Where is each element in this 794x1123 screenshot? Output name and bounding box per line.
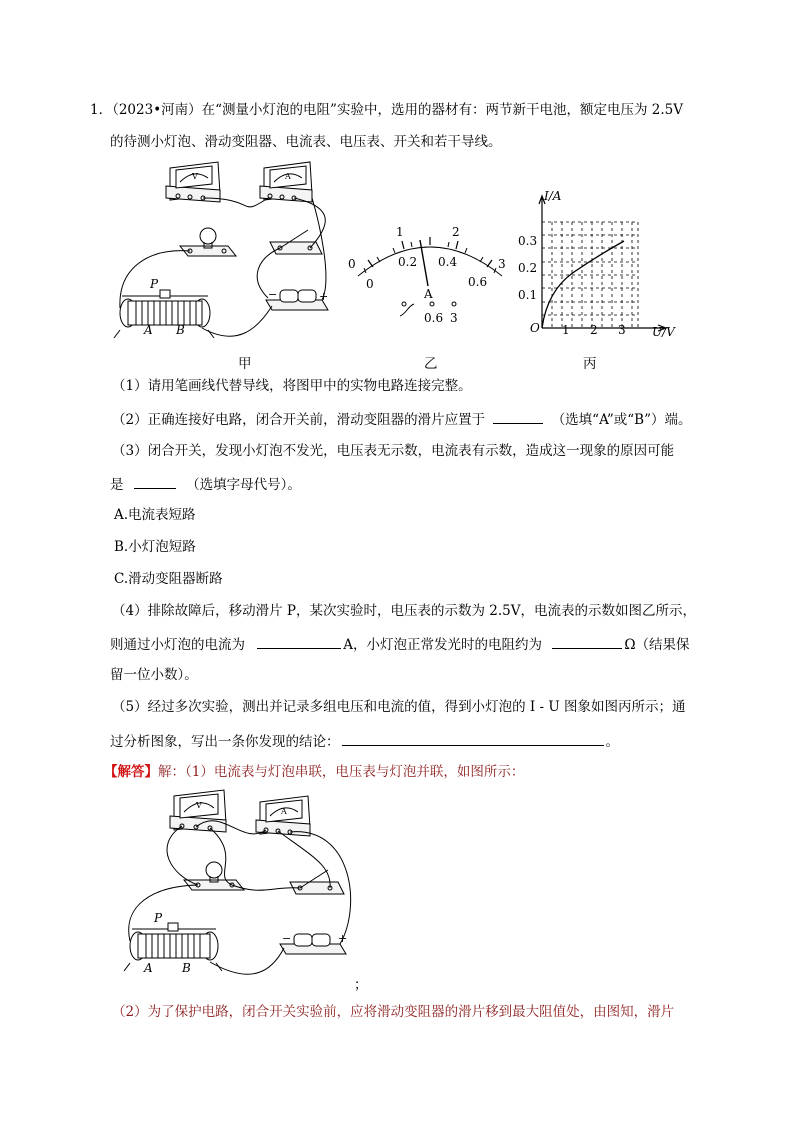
question-line-2: 的待测小灯泡、滑动变阻器、电流表、电压表、开关和若干导线。	[110, 134, 502, 150]
voltmeter-label: V	[192, 172, 198, 181]
q5-text-b1: 过分析图象，写出一条你发现的结论：	[110, 734, 340, 750]
answer-ammeter-label: A	[281, 807, 287, 816]
dial-outer-tick-2: 2	[452, 225, 460, 239]
answer-line-1	[104, 763, 524, 781]
graph-xtick-3: 3	[618, 323, 626, 337]
q3-line-b	[110, 474, 301, 494]
option-b: B.小灯泡短路	[114, 539, 196, 555]
q3-text-b1: 是	[110, 477, 124, 493]
ammeter-icon	[260, 162, 312, 202]
q1-text: （1）请用笔画线代替导线，将图甲中的实物电路连接完整。	[112, 378, 472, 394]
rheostat-b-label: B	[176, 323, 185, 337]
figure-jia-circuit	[108, 158, 340, 344]
option-c: C.滑动变阻器断路	[114, 571, 223, 587]
option-a: A.电流表短路	[114, 507, 196, 523]
x-axis	[542, 325, 666, 331]
answer-battery-plus-label: +	[338, 932, 348, 945]
rheostat-a-label: A	[144, 323, 153, 337]
q5-line-b	[110, 731, 619, 751]
q2-text-a: （2）正确连接好电路，闭合开关前，滑动变阻器的滑片应置于	[112, 412, 486, 428]
graph-xtick-1: 1	[562, 323, 570, 337]
answer-battery-minus-label: −	[282, 932, 292, 945]
graph-ytick-0-2: 0.2	[518, 261, 538, 275]
answer-rheostat-a-label: A	[144, 961, 153, 975]
dial-inner-tick-0: 0	[366, 277, 374, 291]
dial-inner-tick-1: 0.2	[398, 255, 418, 269]
dial-inner-tick-2: 0.4	[438, 255, 458, 269]
dial-outer-tick-3: 3	[498, 257, 506, 271]
q2-text-b: （选填“A”或“B”）端。	[551, 412, 692, 428]
answer-text-1: 解：（1）电流表与灯泡串联，电压表与灯泡并联，如图所示：	[158, 764, 525, 780]
q4-line-b	[110, 634, 690, 654]
rheostat-icon	[124, 923, 222, 971]
dial-inner-tick-3: 0.6	[468, 275, 488, 289]
q5-conclusion-blank	[342, 731, 604, 746]
q4-resistance-blank	[552, 634, 622, 649]
graph-origin: O	[530, 321, 540, 335]
rheostat-icon	[114, 290, 214, 338]
dial-unit-label: A	[424, 287, 433, 301]
switch-icon	[270, 230, 322, 254]
answer-rheostat-b-label: B	[182, 961, 191, 975]
graph-xtick-2: 2	[590, 323, 598, 337]
lamp-icon	[180, 228, 236, 256]
q2-answer-blank	[493, 409, 543, 424]
dial-terminal-0-6: 0.6	[424, 311, 444, 325]
answer-line-2: （2）为了保护电路，闭合开关实验前，应将滑动变阻器的滑片移到最大阻值处，由图知，滑片	[112, 1004, 675, 1020]
q4-text-b1: 则通过小灯泡的电流为	[110, 637, 245, 653]
graph-ylabel: I/A	[544, 189, 562, 203]
q4-current-blank	[257, 634, 341, 649]
grid	[542, 222, 638, 328]
battery-minus-label: −	[268, 288, 278, 301]
q5-text-a: （5）经过多次实验，测出并记录多组电压和电流的值，得到小灯泡的 I - U 图象如图丙所示；通	[112, 699, 686, 715]
graph-ytick-0-3: 0.3	[518, 234, 538, 248]
q4-text-c: 留一位小数）。	[110, 667, 198, 683]
dial-terminal-3: 3	[450, 311, 458, 325]
rheostat-p-label: P	[150, 277, 159, 291]
battery-plus-label: +	[319, 290, 329, 303]
switch-icon	[290, 870, 344, 894]
q2-line	[112, 409, 691, 429]
q3-text-a: （3）闭合开关，发现小灯泡不发光，电压表无示数，电流表有示数，造成这一现象的原因可能	[112, 443, 675, 459]
caption-jia: 甲	[238, 356, 252, 372]
q4-text-a: （4）排除故障后，移动滑片 P，某次实验时，电压表的示数为 2.5V，电流表的示数如图乙所示，	[112, 603, 696, 619]
q3-text-b2: （选填字母代号）。	[186, 477, 301, 493]
dial-outer-tick-1: 1	[396, 225, 404, 239]
answer-voltmeter-label: V	[196, 801, 202, 810]
graph-xlabel: U/V	[652, 325, 675, 339]
figure-yi-ammeter-dial	[340, 218, 520, 338]
answer-semicolon: ；	[354, 977, 368, 993]
answer-rheostat-p-label: P	[154, 911, 163, 925]
caption-yi: 乙	[424, 356, 438, 372]
q4-text-b3: Ω（结果保	[624, 637, 690, 653]
voltmeter-icon	[166, 162, 220, 202]
dial-outer-tick-0: 0	[348, 257, 356, 271]
caption-bing: 丙	[583, 356, 597, 372]
question-line-1: 1．（2023•河南）在“测量小灯泡的电阻”实验中，选用的器材有：两节新干电池，额定电压为 2.5V	[90, 102, 683, 118]
q5-text-b2: 。	[605, 734, 619, 750]
graph-ytick-0-1: 0.1	[518, 288, 538, 302]
ammeter-label: A	[285, 172, 291, 181]
answer-figure-circuit	[112, 786, 372, 992]
q4-text-b2: A，小灯泡正常发光时的电阻约为	[343, 637, 543, 653]
q3-answer-blank	[134, 474, 176, 489]
ammeter-icon	[256, 796, 310, 836]
figure-bing-iu-graph	[514, 188, 684, 340]
answer-label: 【解答】	[104, 764, 158, 780]
